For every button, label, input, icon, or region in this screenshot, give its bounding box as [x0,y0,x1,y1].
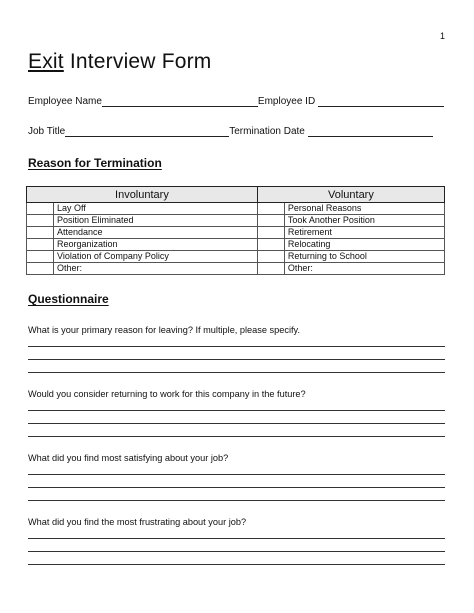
voluntary-checkbox[interactable] [257,227,284,239]
involuntary-reason: Violation of Company Policy [54,251,258,263]
job-title-field[interactable] [65,126,229,137]
answer-line[interactable] [28,359,445,360]
reasons-table [26,186,445,275]
voluntary-checkbox[interactable] [257,203,284,215]
answer-line[interactable] [28,372,445,373]
voluntary-reason: Other: [284,263,444,275]
table-row [27,263,445,275]
table-row [27,203,445,215]
questionnaire-heading: Questionnaire [28,292,109,306]
involuntary-checkbox[interactable] [27,203,54,215]
answer-line[interactable] [28,474,445,475]
involuntary-reason: Other: [54,263,258,275]
answer-line[interactable] [28,346,445,347]
form-title-underlined: Exit [28,50,64,73]
termination-date-label: Termination Date [229,126,305,137]
voluntary-checkbox[interactable] [257,263,284,275]
table-row [27,227,445,239]
termination-date-field[interactable] [308,126,433,137]
table-row [27,251,445,263]
answer-line[interactable] [28,410,445,411]
reason-for-termination-heading: Reason for Termination [28,156,162,170]
job-title-label: Job Title [28,126,66,137]
answer-line[interactable] [28,500,445,501]
voluntary-checkbox[interactable] [257,215,284,227]
question-most-satisfying: What did you find most satisfying about your job? [28,453,229,463]
involuntary-reason: Lay Off [54,203,258,215]
employee-id-field[interactable] [318,96,444,107]
voluntary-reason: Personal Reasons [284,203,444,215]
answer-line[interactable] [28,436,445,437]
employee-id-label: Employee ID [257,96,316,107]
page-number: 1 [440,31,446,41]
employee-name-field[interactable] [102,96,258,107]
voluntary-reason: Took Another Position [284,215,444,227]
involuntary-reason: Position Eliminated [54,215,258,227]
answer-line[interactable] [28,487,445,488]
involuntary-checkbox[interactable] [27,263,54,275]
involuntary-reason: Attendance [54,227,258,239]
employee-row [28,96,444,107]
involuntary-reason: Reorganization [54,239,258,251]
answer-line[interactable] [28,423,445,424]
question-primary-reason: What is your primary reason for leaving? If multiple, please specify. [28,325,300,335]
table-row [27,215,445,227]
answer-line[interactable] [28,564,445,565]
involuntary-checkbox[interactable] [27,215,54,227]
form-title [28,50,212,74]
answer-line[interactable] [28,538,445,539]
involuntary-header: Involuntary [27,187,258,203]
voluntary-reason: Relocating [284,239,444,251]
question-most-frustrating: What did you find the most frustrating about your job? [28,517,247,527]
involuntary-checkbox[interactable] [27,227,54,239]
table-row [27,239,445,251]
question-return-to-work: Would you consider returning to work for this company in the future? [28,389,306,399]
involuntary-checkbox[interactable] [27,251,54,263]
voluntary-reason: Returning to School [284,251,444,263]
employee-name-label: Employee Name [28,96,102,107]
form-title-rest: Interview Form [63,50,212,73]
involuntary-checkbox[interactable] [27,239,54,251]
answer-line[interactable] [28,551,445,552]
voluntary-header: Voluntary [257,187,444,203]
voluntary-checkbox[interactable] [257,239,284,251]
job-row [28,126,433,137]
voluntary-checkbox[interactable] [257,251,284,263]
voluntary-reason: Retirement [284,227,444,239]
